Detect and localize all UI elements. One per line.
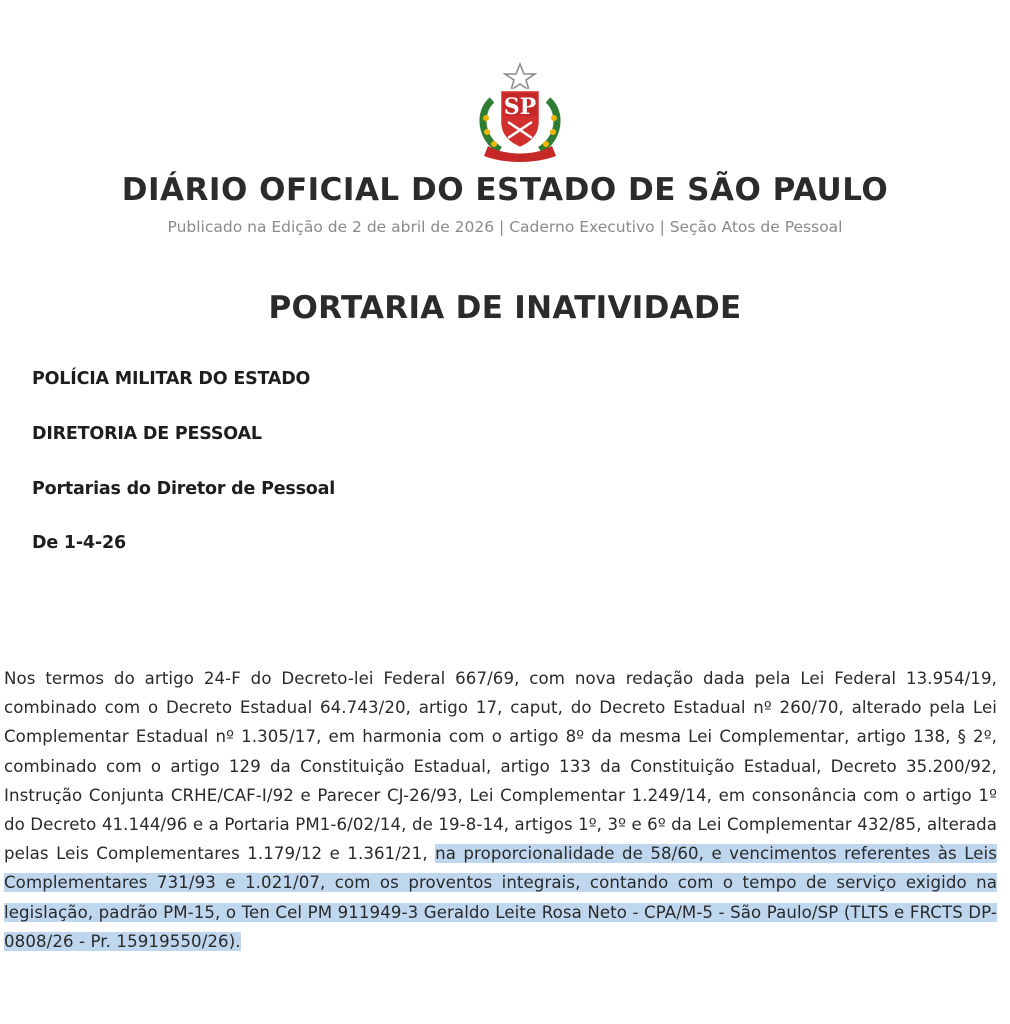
sao-paulo-coat-of-arms-icon — [470, 60, 570, 164]
organization-name: POLÍCIA MILITAR DO ESTADO — [32, 369, 311, 389]
issuer-line: Portarias do Diretor de Pessoal — [32, 479, 336, 499]
newspaper-title: DIÁRIO OFICIAL DO ESTADO DE SÃO PAULO — [121, 172, 889, 208]
seal-letters: SP — [503, 94, 537, 120]
ordinance-body — [4, 664, 997, 956]
body-text-highlighted: na proporcionalidade de 58/60, e vencimentos referentes às Leis Complementares 731/93 e 1.021/07, com os proventos integrais, contando com o tempo de serviço exigido na legislação, padrão PM-15, o Ten Cel PM 911949-3 Geraldo Leite Rosa Neto - CPA/M-5 - São Paulo/SP (TLTS e FRCTS DP-0808/26 - Pr. 15919550/26). — [4, 844, 998, 951]
body-text-plain: Nos termos do artigo 24-F do Decreto-lei Federal 667/69, com nova redação dada pela Lei Federal 13.954/19, combinado com o Decreto Estadual 64.743/20, artigo 17, caput, do Decreto Estadual nº 260/70, alterado pela Lei Complementar Estadual nº 1.305/17, em harmonia com o artigo 8º da mesma Lei Complementar, artigo 138, § 2º, combinado com o artigo 129 da Constituição Estadual, artigo 133 da Constituição Estadual, Decreto 35.200/92, Instrução Conjunta CRHE/CAF-I/92 e Parecer CJ-26/93, Lei Complementar 1.249/14, em consonância com o artigo 1º do Decreto 41.144/96 e a Portaria PM1-6/02/14, de 19-8-14, artigos 1º, 3º e 6º da Lei Complementar 432/85, alterada pelas Leis Complementares 1.179/12 e 1.361/21, — [4, 669, 997, 864]
document-title: PORTARIA DE INATIVIDADE — [268, 290, 742, 326]
document-date: De 1-4-26 — [32, 533, 126, 553]
publication-info: Publicado na Edição de 2 de abril de 2026 | Caderno Executivo | Seção Atos de Pessoal — [167, 218, 843, 236]
department-name: DIRETORIA DE PESSOAL — [32, 424, 262, 444]
